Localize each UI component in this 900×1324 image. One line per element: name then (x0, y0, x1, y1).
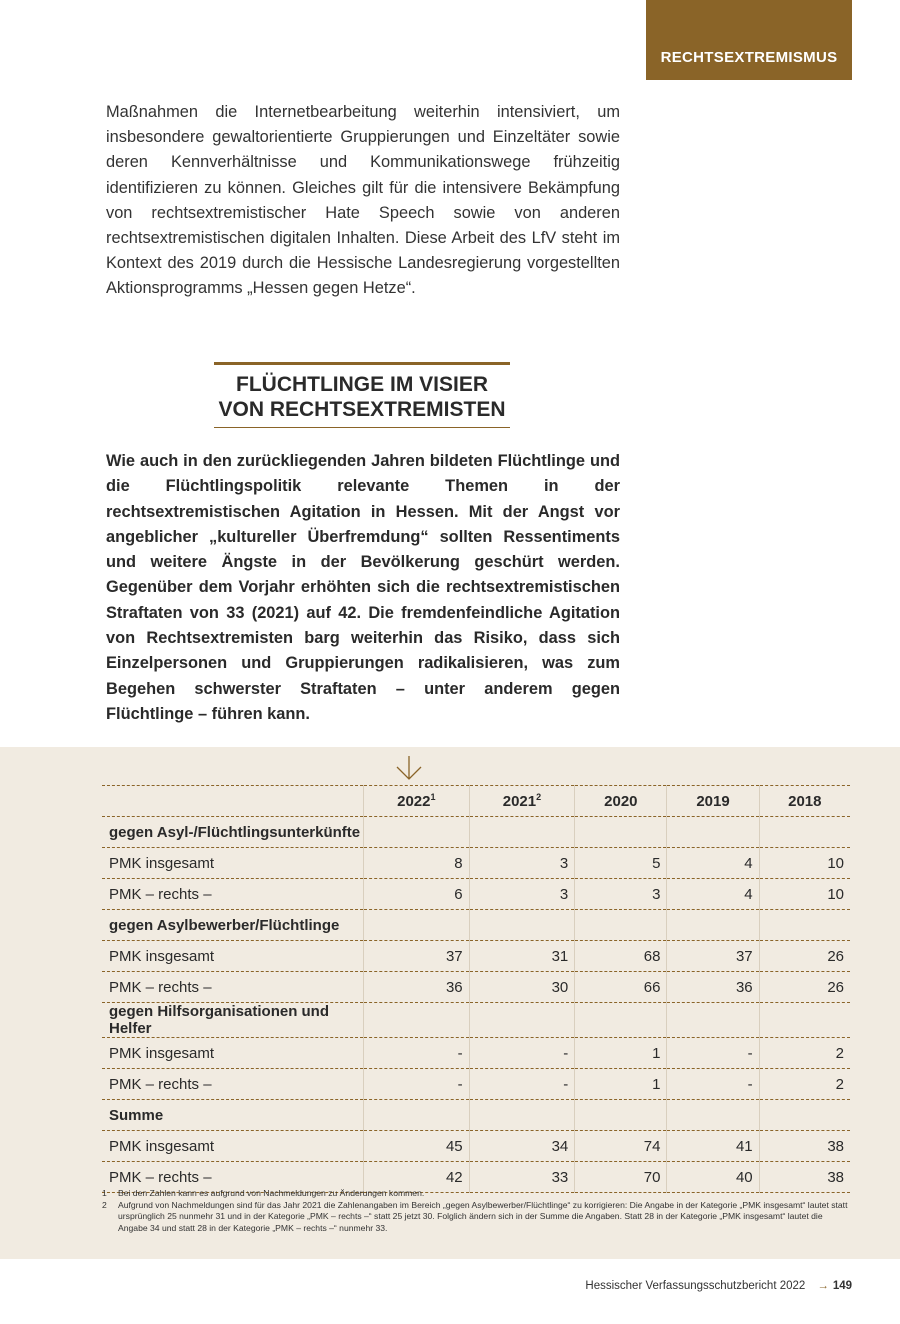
section-tag: RECHTSEXTREMISMUS (646, 0, 852, 80)
statistics-table (102, 785, 850, 1193)
row-label: PMK insgesamt (102, 848, 364, 879)
empty-cell (667, 910, 759, 941)
value-cell: 36 (667, 972, 759, 1003)
value-cell: 74 (575, 1131, 667, 1162)
group-title: gegen Hilfsorganisationen und Helfer (102, 1003, 364, 1038)
footnotes (102, 1188, 852, 1234)
empty-cell (364, 910, 470, 941)
empty-cell (469, 1100, 575, 1131)
arrow-right-icon: → (817, 1280, 829, 1292)
empty-cell (364, 817, 470, 848)
value-cell: 70 (575, 1162, 667, 1193)
empty-cell (575, 1100, 667, 1131)
row-label: PMK – rechts – (102, 972, 364, 1003)
table-row (102, 972, 850, 1003)
table-corner (102, 786, 364, 817)
year-header: 2021$^2$ (469, 786, 575, 817)
empty-cell (469, 817, 575, 848)
group-row (102, 910, 850, 941)
value-cell: 1 (575, 1069, 667, 1100)
empty-cell (364, 1100, 470, 1131)
value-cell: - (469, 1069, 575, 1100)
table-header-row (102, 786, 850, 817)
row-label: PMK insgesamt (102, 1131, 364, 1162)
heading-line-2: VON RECHTSEXTREMISTEN (218, 398, 506, 421)
value-cell: 26 (759, 972, 850, 1003)
value-cell: 1 (575, 1038, 667, 1069)
empty-cell (469, 1003, 575, 1038)
empty-cell (575, 910, 667, 941)
value-cell: 6 (364, 879, 470, 910)
value-cell: - (364, 1069, 470, 1100)
value-cell: 4 (667, 879, 759, 910)
row-label: PMK insgesamt (102, 941, 364, 972)
footnote: 1 Bei den Zahlen kann es aufgrund von Nachmeldungen zu Änderungen kommen. (102, 1188, 425, 1198)
value-cell: 8 (364, 848, 470, 879)
table-row (102, 1069, 850, 1100)
empty-cell (575, 817, 667, 848)
value-cell: 3 (575, 879, 667, 910)
lead-paragraph: Wie auch in den zurückliegenden Jahren bildeten Flüchtlinge und die Flüchtlingspolitik relevante Themen in der rechtsextremistischen Agitation in Hessen. Mit der Angst vor angeblicher „kultureller Überfremdung“ sollten Ressentiments und weitere Ängste in der Bevölkerung geschürt werden. Gegenüber dem Vorjahr erhöhten sich die rechtsextremistischen Straftaten von 33 (2021) auf 42. Die fremdenfeindliche Agitation von Rechtsextremisten barg weiterhin das Risiko, dass sich Einzelpersonen und Gruppierungen radikalisieren, was zum Begehen schwerster Straftaten – unter anderem gegen Flüchtlinge – führen kann. (106, 452, 620, 723)
value-cell: 2 (759, 1069, 850, 1100)
heading-line-1: FLÜCHTLINGE IM VISIER (236, 373, 488, 396)
group-title: Summe (102, 1100, 364, 1131)
year-header: 2020 (575, 786, 667, 817)
row-label: PMK – rechts – (102, 1162, 364, 1193)
value-cell: 36 (364, 972, 470, 1003)
footer-title: Hessischer Verfassungsschutzbericht 2022 (585, 1280, 806, 1292)
row-label: PMK – rechts – (102, 879, 364, 910)
table-row (102, 879, 850, 910)
value-cell: 45 (364, 1131, 470, 1162)
row-label: PMK – rechts – (102, 1069, 364, 1100)
empty-cell (364, 1003, 470, 1038)
page-footer (0, 1280, 852, 1292)
empty-cell (667, 1003, 759, 1038)
intro-paragraph: Maßnahmen die Internetbearbeitung weiterhin intensiviert, um insbesondere gewaltorientierte Gruppierungen und Einzeltäter sowie deren Kennverhältnisse und Kommunikationswege frühzeitig identifizieren zu können. Gleiches gilt für die intensivere Bekämpfung von rechtsextremistischer Hate Speech sowie von anderen rechtsextremistischen digitalen Inhalten. Diese Arbeit des LfV steht im Kontext des 2019 durch die Hessische Landesregierung vorgestellten Aktionsprogramms „Hessen gegen Hetze“. (106, 103, 620, 298)
value-cell: - (667, 1069, 759, 1100)
empty-cell (469, 910, 575, 941)
value-cell: 42 (364, 1162, 470, 1193)
empty-cell (759, 817, 850, 848)
year-header: 2018 (759, 786, 850, 817)
footnote: 2 Aufgrund von Nachmeldungen sind für das Jahr 2021 die Zahlenangaben im Bereich „gegen Asylbewerber/Flüchtlinge“ zu korrigieren: Die Angabe in der Kategorie „PMK insgesamt“ lautet statt ursprünglich 25 nunmehr 31 und in der Kategorie „PMK – rechts –“ statt 25 jetzt 30. Folglich ändern sich in der Summe die Angaben. Statt 28 in der Kategorie „PMK insgesamt“ lautet die Angabe 34 und statt 28 in der Kategorie „PMK – rechts –“ nunmehr 33. (102, 1199, 848, 1233)
empty-cell (759, 910, 850, 941)
value-cell: 37 (364, 941, 470, 972)
value-cell: 10 (759, 879, 850, 910)
group-row (102, 817, 850, 848)
value-cell: - (667, 1038, 759, 1069)
group-row (102, 1100, 850, 1131)
value-cell: 30 (469, 972, 575, 1003)
value-cell: 33 (469, 1162, 575, 1193)
value-cell: 38 (759, 1162, 850, 1193)
value-cell: 37 (667, 941, 759, 972)
empty-cell (575, 1003, 667, 1038)
year-header: 2019 (667, 786, 759, 817)
value-cell: 3 (469, 848, 575, 879)
empty-cell (759, 1003, 850, 1038)
value-cell: 26 (759, 941, 850, 972)
value-cell: - (364, 1038, 470, 1069)
value-cell: 2 (759, 1038, 850, 1069)
table-row (102, 1131, 850, 1162)
value-cell: 34 (469, 1131, 575, 1162)
empty-cell (759, 1100, 850, 1131)
table-row (102, 848, 850, 879)
table-row (102, 1038, 850, 1069)
value-cell: 40 (667, 1162, 759, 1193)
value-cell: - (469, 1038, 575, 1069)
empty-cell (667, 817, 759, 848)
section-heading (214, 362, 510, 428)
table-row (102, 941, 850, 972)
value-cell: 3 (469, 879, 575, 910)
value-cell: 4 (667, 848, 759, 879)
page-number: 149 (832, 1280, 852, 1292)
value-cell: 5 (575, 848, 667, 879)
empty-cell (667, 1100, 759, 1131)
value-cell: 38 (759, 1131, 850, 1162)
group-row (102, 1003, 850, 1038)
row-label: PMK insgesamt (102, 1038, 364, 1069)
group-title: gegen Asylbewerber/Flüchtlinge (102, 910, 364, 941)
value-cell: 31 (469, 941, 575, 972)
value-cell: 10 (759, 848, 850, 879)
value-cell: 41 (667, 1131, 759, 1162)
value-cell: 68 (575, 941, 667, 972)
down-arrow-icon (394, 755, 424, 781)
group-title: gegen Asyl-/Flüchtlingsunterkünfte (102, 817, 364, 848)
value-cell: 66 (575, 972, 667, 1003)
year-header: 2022$^1$ (364, 786, 470, 817)
